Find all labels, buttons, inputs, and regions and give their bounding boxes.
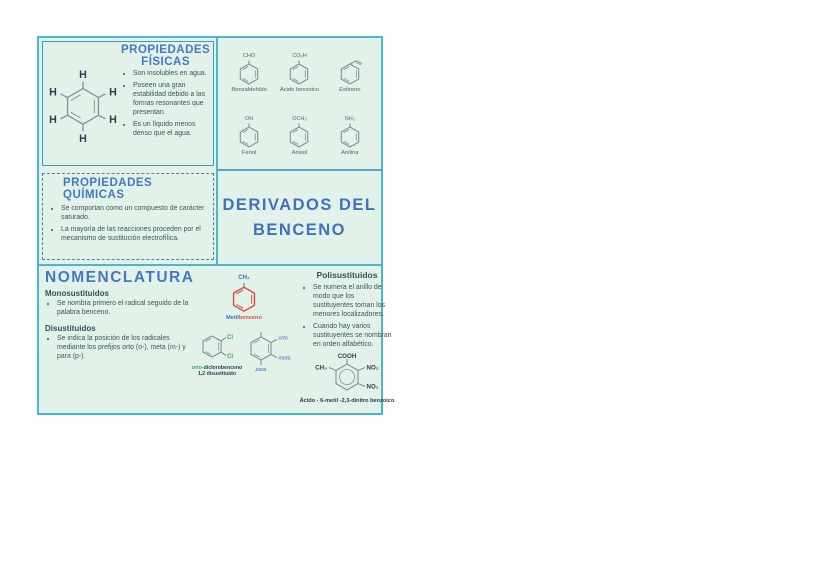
h-atom-label: H xyxy=(49,86,57,99)
chemical-property-item: • La mayoría de las reacciones proceden por el mecanismo de sustitución electrofílica. xyxy=(61,225,205,243)
structure-formula: CO₂H xyxy=(292,53,307,60)
h-atom-label: H xyxy=(49,113,57,126)
chemical-property-item: • Se comportan como un compuesto de carácter saturado. xyxy=(61,204,205,222)
benzene-ring-diagram xyxy=(335,123,365,149)
benzene-ring-diagram xyxy=(284,60,314,86)
nitro-label: NO₂ xyxy=(366,364,379,372)
physical-properties-list xyxy=(121,69,210,163)
physical-properties-panel xyxy=(42,41,214,166)
monosubstituted-list xyxy=(45,299,191,317)
monosubstituted-item: • Se nombra primero el radical seguido de la palabra benceno. xyxy=(57,299,189,317)
main-title-cell xyxy=(216,169,381,264)
disubstituted-heading: Disustituidos xyxy=(45,324,96,334)
polysubstituted-item: • Se numera el anillo de modo que los sustituyentes toman los menores localizadores. xyxy=(313,283,393,319)
red-benzene-ring-diagram xyxy=(226,282,262,314)
para-position-label: para xyxy=(255,367,267,373)
structure-name: Ácido benzoico xyxy=(279,87,320,94)
orto-prefix-label: orto- xyxy=(191,365,204,371)
main-title-line2: BENCENO xyxy=(252,220,346,239)
chemical-properties-title: PROPIEDADES QUÍMICAS xyxy=(63,177,153,201)
nomenclature-section xyxy=(39,264,395,413)
structure-formula: OH xyxy=(245,115,254,122)
structure-name: Estireno xyxy=(339,87,361,94)
main-title-line1: DERIVADOS DEL xyxy=(222,195,377,214)
structure-name: Fenol xyxy=(241,149,257,156)
benzene-ring-vinyl-diagram xyxy=(335,60,365,86)
monosubstituted-heading: Monosustituidos xyxy=(45,289,109,298)
structure-metilbenceno xyxy=(226,275,262,321)
benzene-ring-diagram xyxy=(234,123,264,149)
polysubstituted-list xyxy=(299,283,395,352)
nomenclature-text-column xyxy=(45,269,195,410)
polysubstituted-item: • Cuando hay varios sustituyentes se nombran en orden alfabético. xyxy=(313,322,393,349)
orto-position-label: orto xyxy=(278,335,289,342)
structure-acido-dinitro xyxy=(299,354,395,404)
structure-fenol xyxy=(234,116,264,156)
ring-positions-diagram xyxy=(244,329,296,373)
nomenclature-title: NOMENCLATURA xyxy=(45,269,195,286)
structure-formula: NH₂ xyxy=(344,115,355,122)
physical-properties-cell xyxy=(39,38,216,169)
h-atom-label: H xyxy=(79,68,87,81)
diclorobenceno-name-label: diclorobenceno xyxy=(203,365,243,371)
derivative-structures-grid xyxy=(218,38,381,169)
trisubstituted-acid-ring-diagram xyxy=(299,354,395,398)
chemical-properties-panel xyxy=(42,173,214,260)
disubstituted-diagrams xyxy=(192,329,296,377)
polysubstituted-heading: Polisustituidos xyxy=(316,270,378,280)
methyl-label: CH₃ xyxy=(315,364,327,372)
structure-formula: CHO xyxy=(243,53,256,60)
benceno-label-part: benceno xyxy=(238,315,262,321)
disubstituted-list xyxy=(45,334,191,361)
structure-diclorobenceno xyxy=(192,329,242,377)
benzene-with-hydrogens-diagram xyxy=(45,60,121,148)
acid-name-label: Ácido - 6-metil -2,3-dinitro benzoico xyxy=(299,397,395,404)
cooh-label: COOH xyxy=(337,352,357,360)
structure-benzaldehido xyxy=(231,53,266,93)
methyl-formula: CH₃ xyxy=(238,275,250,281)
benzene-infographic-card xyxy=(37,36,395,415)
structure-name: Anilina xyxy=(341,149,359,156)
metil-label-part: Metil xyxy=(226,315,239,321)
structure-anisol xyxy=(284,116,314,156)
chlorine-label: Cl xyxy=(227,354,233,360)
structure-formula: OCH₃ xyxy=(292,115,307,122)
h-atom-label: H xyxy=(79,132,87,145)
meta-position-label: meta xyxy=(278,355,291,362)
physical-property-item: • Es un líquido menos denso que el agua. xyxy=(133,120,208,138)
structure-acido-benzoico xyxy=(280,53,319,93)
h-atom-label: H xyxy=(109,113,117,126)
physical-property-item: • Son insolubles en agua. xyxy=(133,69,208,78)
nomenclature-diagrams-column xyxy=(191,269,297,410)
nitro-label: NO₂ xyxy=(366,383,379,391)
physical-property-item: • Poseen una gran estabilidad debido a las formas resonantes que presentan. xyxy=(133,81,208,117)
h-atom-label: H xyxy=(109,86,117,99)
disubstituted-item: • Se indica la posición de los radicales mediante los prefijos orto (o-), meta (m-) y para (p-). xyxy=(57,334,189,361)
physical-properties-title: PROPIEDADES FÍSICAS xyxy=(121,44,211,68)
main-title xyxy=(218,171,381,264)
structure-estireno xyxy=(335,53,365,93)
structure-name: Anisol xyxy=(291,149,308,156)
structure-anilina xyxy=(335,116,365,156)
chemical-properties-list xyxy=(49,204,207,243)
disubstituted-sublabel: 1,2 disustituido xyxy=(197,371,237,377)
dichlorobenzene-ring-diagram xyxy=(196,329,238,365)
polysubstituted-column xyxy=(297,269,397,410)
metilbenceno-label xyxy=(226,315,262,321)
structure-name: Benzaldehído xyxy=(231,87,267,94)
chlorine-label: Cl xyxy=(227,335,233,341)
benzene-ring-diagram xyxy=(284,123,314,149)
chemical-properties-cell xyxy=(39,169,216,264)
derivative-structures-cell xyxy=(216,38,381,169)
benzene-ring-diagram xyxy=(234,60,264,86)
